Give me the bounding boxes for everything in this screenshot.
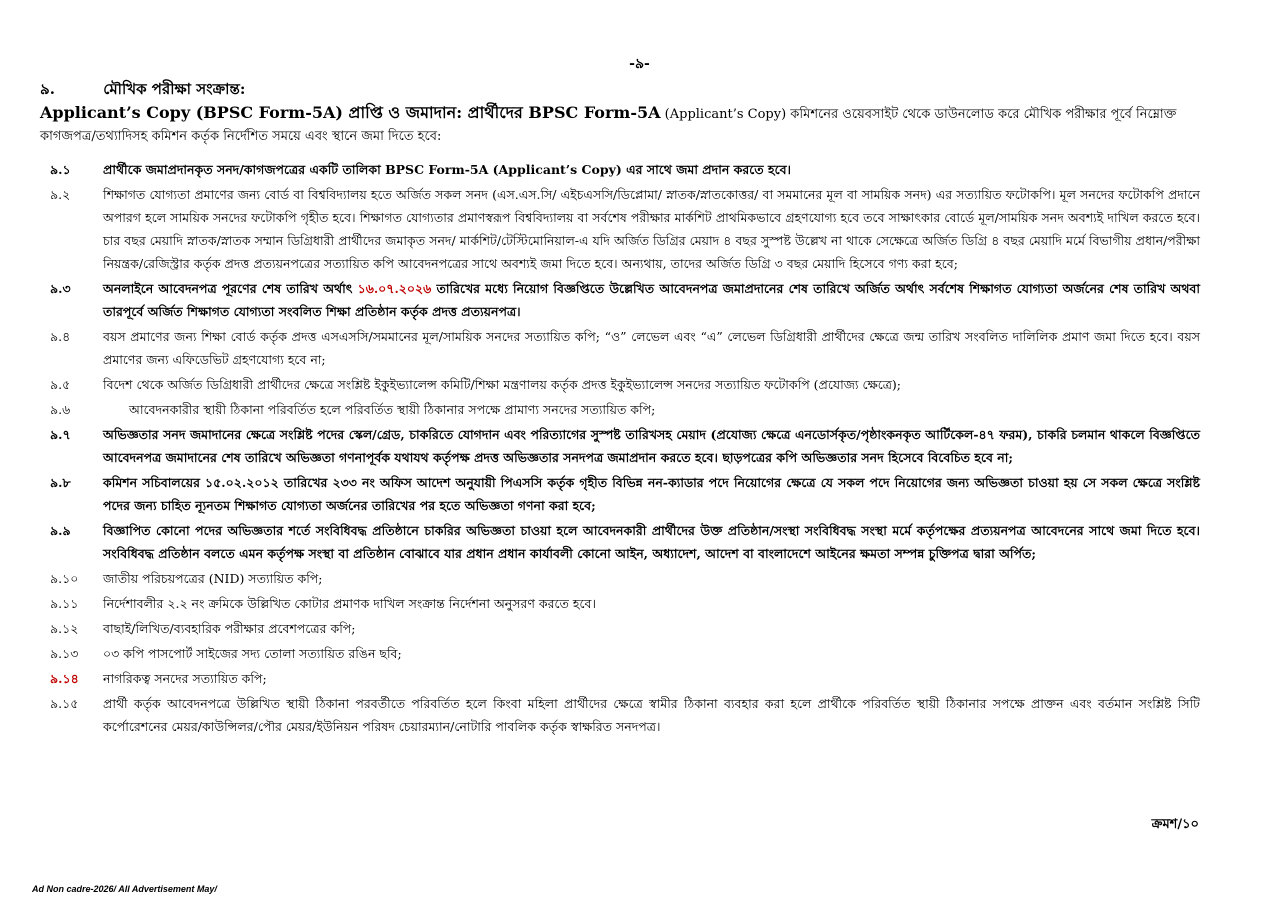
item-index: ৯.১২ [50,621,79,636]
list-item [40,471,1200,517]
item-text: নাগরিকত্ব সনদের সত্যায়িত কপি; [103,671,267,686]
item-text: বিজ্ঞাপিত কোনো পদের অভিজ্ঞতার শর্তে সংবিধিবদ্ধ প্রতিষ্ঠানে চাকরির অভিজ্ঞতা চাওয়া হলে আবেদনকারী প্রার্থীদের উক্ত প্রতিষ্ঠান/সংস্থা সংবিধিবদ্ধ সংস্থা মর্মে কর্তৃপক্ষের প্রত্যয়নপত্র আবেদনের সাথে জমা দিতে হবে। সংবিধিবদ্ধ প্রতিষ্ঠান বলতে এমন কর্তৃপক্ষ সংস্থা বা প্রতিষ্ঠান বোঝাবে যার প্রধান প্রধান কার্যাবলী কোনো আইন, অধ্যাদেশ, আদেশ বা বাংলাদেশে আইনের ক্ষমতা সম্পন্ন চুক্তিপত্র দ্বারা অর্পিত; [103,523,1200,561]
list-item [40,519,1200,565]
item-text: ০৩ কপি পাসপোর্ট সাইজের সদ্য তোলা সত্যায়িত রঙিন ছবি; [103,646,402,661]
intro-part3: (Applicant’s Copy) কমিশনের ওয়েবসাইট থেকে ডাউনলোড করে মৌখিক পরীক্ষার পূর্বে নিম্নোক্ত কাগজপত্র/তথ্যাদিসহ কমিশন কর্তৃক নির্দেশিত সময়ে এবং স্থানে জমা দিতে হবে: [40,107,1177,144]
item-index: ৯.৭ [50,427,71,442]
intro-applicant-copy: Applicant’s Copy ( [40,103,204,122]
list-item [40,398,1200,421]
item-text-post: তারিখের মধ্যে নিয়োগ বিজ্ঞপ্তিতে উল্লেখিত আবেদনপত্র জমাপ্রদানের শেষ তারিখে অর্জিত অর্থাৎ সর্বশেষ শিক্ষাগত যোগ্যতা অর্জনের শেষ তারিখ অথবা তারপূর্বে অর্জিত শিক্ষাগত যোগ্যতা সংবলিত শিক্ষা প্রতিষ্ঠান কর্তৃক প্রদত্ত প্রত্যয়নপত্র। [103,281,1200,319]
list-item [40,277,1200,323]
item-text: শিক্ষাগত যোগ্যতা প্রমাণের জন্য বোর্ড বা বিশ্ববিদ্যালয় হতে অর্জিত সকল সনদ (এস.এস.সি/ এইচএসসি/ডিপ্লোমা/ স্নাতক/স্নাতকোত্তর/ বা সমমানের মূল বা সাময়িক সনদ) এর সত্যায়িত ফটোকপি। মূল সনদের ফটোকপি প্রদানে অপারগ হলে সাময়িক সনদের ফটোকপি গৃহীত হবে। শিক্ষাগত যোগ্যতার প্রমাণস্বরূপ বিশ্ববিদ্যালয় বা সর্বশেষ পরীক্ষার মার্কশিট প্রাথমিকভাবে গ্রহণযোগ্য হবে তবে সাক্ষাৎকার বোর্ডে মূল/সাময়িক সনদ অবশ্যই দাখিল করতে হবে। চার বছর মেয়াদি স্নাতক/স্নাতক সম্মান ডিগ্রিধারী প্রার্থীদের জমাকৃত সনদ/ মার্কশিট/টেস্টিমোনিয়াল-এ যদি অর্জিত ডিগ্রির মেয়াদ ৪ বছর সুস্পষ্ট উল্লেখ না থাকে সেক্ষেত্রে অর্জিত ডিগ্রি ৪ বছর মেয়াদি মর্মে বিভাগীয় প্রধান/পরীক্ষা নিয়ন্ত্রক/রেজিস্ট্রার কর্তৃক প্রদত্ত প্রত্যয়নপত্রের সত্যায়িত কপি আবেদনপত্রের সাথে অবশ্যই জমা দিতে হবে। অন্যথায়, তাদের অর্জিত ডিগ্রি ৩ বছর মেয়াদি হিসেবে গণ্য করা হবে; [103,187,1200,271]
list-item [40,158,1200,181]
item-index: ৯.৬ [50,402,71,417]
list-item [40,423,1200,469]
item-text [103,277,1200,323]
item-text: প্রার্থী কর্তৃক আবেদনপত্রে উল্লিখিত স্থায়ী ঠিকানা পরবর্তীতে পরিবর্তিত হলে কিংবা মহিলা প্রার্থীদের ক্ষেত্রে স্বামীর ঠিকানা ব্যবহার করা হলে প্রার্থীকে পরিবর্তিত স্থায়ী ঠিকানার সপক্ষে প্রাক্তন এবং বর্তমান সংশ্লিষ্ট সিটি কর্পোরেশনের মেয়র/কাউন্সিলর/পৌর মেয়র/ইউনিয়ন পরিষদ চেয়ারম্যান/নোটারি পাবলিক কর্তৃক স্বাক্ষরিত সনদপত্র। [103,696,1200,734]
item-text: বিদেশ থেকে অর্জিত ডিগ্রিধারী প্রার্থীদের ক্ষেত্রে সংশ্লিষ্ট ইকুইভ্যালেন্স কমিটি/শিক্ষা মন্ত্রণালয় কর্তৃক প্রদত্ত ইকুইভ্যালেন্স সনদের সত্যায়িত ফটোকপি (প্রযোজ্য ক্ষেত্রে); [103,377,902,392]
intro-form: BPSC Form-5A [203,103,336,122]
list-item [40,567,1200,590]
item-text: কমিশন সচিবালয়ের ১৫.০২.২০১২ তারিখের ২৩৩ নং অফিস আদেশ অনুযায়ী পিএসসি কর্তৃক গৃহীত বিভিন্ন নন-ক্যাডার পদে নিয়োগের ক্ষেত্রে যে সকল পদে নিয়োগের জন্য অভিজ্ঞতা চাওয়া হয় সে সকল ক্ষেত্রে সংশ্লিষ্ট পদের জন্য চাহিত ন্যূনতম শিক্ষাগত যোগ্যতা অর্জনের তারিখের পর হতে অভিজ্ঞতা গণনা করা হবে; [103,475,1200,513]
section-number: ৯. [40,80,55,98]
item-text: জাতীয় পরিচয়পত্রের (NID) সত্যায়িত কপি; [103,571,323,586]
footer-note: Ad Non cadre-2026/ All Advertisement May/ [32,884,217,894]
item-index: ৯.১১ [50,596,79,611]
list-item [40,592,1200,615]
item-text: বয়স প্রমাণের জন্য শিক্ষা বোর্ড কর্তৃক প্রদত্ত এসএসসি/সমমানের মূল/সাময়িক সনদের সত্যায়িত কপি; “ও” লেভেল এবং “এ” লেভেল ডিগ্রিধারী প্রার্থীদের ক্ষেত্রে জন্ম তারিখ সংবলিত দালিলিক প্রমাণ জমা দিতে হবে। বয়স প্রমাণের জন্য এফিডেভিট গ্রহণযোগ্য হবে না; [103,329,1200,367]
item-text-pre: অনলাইনে আবেদনপত্র পূরণের শেষ তারিখ অর্থাৎ [103,281,358,296]
item-index: ৯.৪ [50,329,71,344]
item-text: অভিজ্ঞতার সনদ জমাদানের ক্ষেত্রে সংশ্লিষ্ট পদের স্কেল/গ্রেড, চাকরিতে যোগদান এবং পরিত্যাগের সুস্পষ্ট তারিখসহ মেয়াদ (প্রযোজ্য ক্ষেত্রে এনডোর্সকৃত/পৃষ্ঠাংকনকৃত আর্টিকেল-৪৭ ফরম), চাকরি চলমান থাকলে বিজ্ঞপ্তিতে আবেদনপত্র জমাদানের শেষ তারিখে অভিজ্ঞতা গণনাপূর্বক যথাযথ কর্তৃপক্ষ প্রদত্ত অভিজ্ঞতার সনদপত্র জমাপ্রদান করতে হবে। ছাড়পত্রের কপি অভিজ্ঞতার সনদ হিসেবে বিবেচিত হবে না; [103,427,1200,465]
intro-part2: ) প্রাপ্তি ও জমাদান: প্রার্থীদের [335,103,529,122]
item-index: ৯.৩ [50,281,71,296]
list-item [40,325,1200,371]
item-index: ৯.১৩ [50,646,79,661]
item-index: ৯.১৪ [50,671,79,686]
item-text: প্রার্থীকে জমাপ্রদানকৃত সনদ/কাগজপত্রের একটি তালিকা BPSC Form-5A (Applicant’s Copy) এর সাথে জমা প্রদান করতে হবে। [103,162,792,177]
item-index: ৯.৯ [50,523,71,538]
deadline-date: ১৬.০৭.২০২৬ [357,281,432,296]
list-item [40,373,1200,396]
section-title: মৌখিক পরীক্ষা সংক্রান্ত: [103,80,246,98]
item-index: ৯.১০ [50,571,79,586]
list-item [40,642,1200,665]
item-index: ৯.১ [50,162,71,177]
requirements-list [40,158,1200,740]
section-heading [40,78,245,103]
continued-marker: ক্রমশ/১০ [1151,817,1199,832]
item-index: ৯.৮ [50,475,71,490]
item-text: নির্দেশাবলীর ২.২ নং ক্রমিকে উল্লিখিত কোটার প্রমাণক দাখিল সংক্রান্ত নির্দেশনা অনুসরণ করতে হবে। [103,596,596,611]
intro-form2: BPSC Form-5A [528,103,661,122]
list-item [40,183,1200,275]
item-index: ৯.২ [50,187,71,202]
list-item [40,617,1200,640]
item-text: আবেদনকারীর স্থায়ী ঠিকানা পরিবর্তিত হলে পরিবর্তিত স্থায়ী ঠিকানার সপক্ষে প্রামাণ্য সনদের সত্যায়িত কপি; [129,402,656,417]
intro-paragraph [40,102,1190,148]
list-item [40,667,1200,690]
page-number: -৯- [629,56,650,72]
item-index: ৯.১৫ [50,696,79,711]
list-item [40,692,1200,738]
item-text: বাছাই/লিখিত/ব্যবহারিক পরীক্ষার প্রবেশপত্রের কপি; [103,621,356,636]
item-index: ৯.৫ [50,377,71,392]
